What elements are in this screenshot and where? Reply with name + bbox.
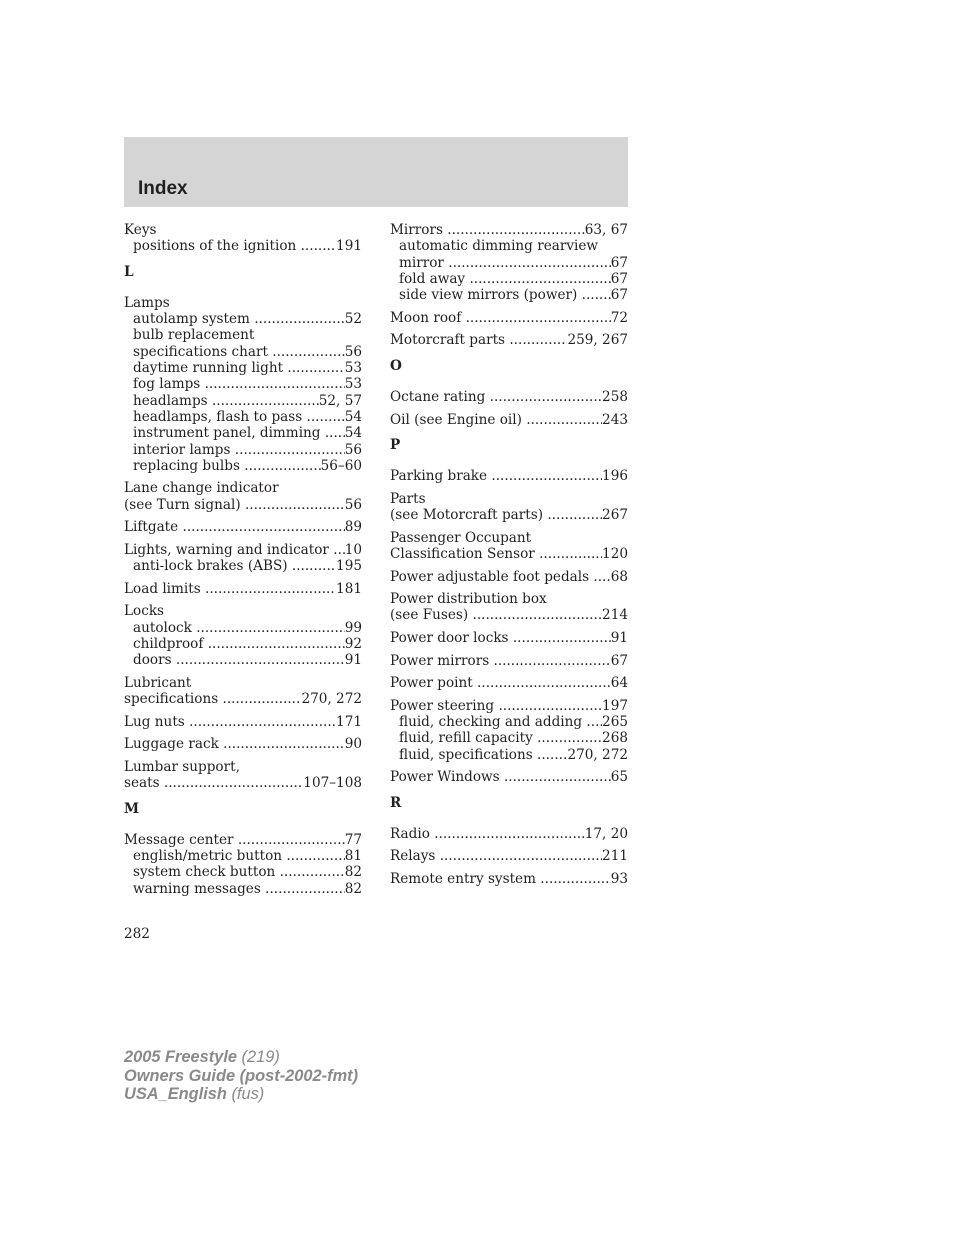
page-reference: 77 <box>344 831 362 848</box>
index-entry-line <box>124 759 362 775</box>
index-term: childproof <box>133 636 204 653</box>
index-term: interior lamps <box>133 441 231 458</box>
page-reference: 67 <box>610 652 628 669</box>
page-reference: 56 <box>344 343 362 360</box>
index-term: Octane rating <box>390 388 486 405</box>
index-term: bulb replacement <box>133 327 255 344</box>
index-entry-line <box>124 519 362 535</box>
index-subentry-line <box>390 287 628 303</box>
index-term: Motorcraft parts <box>390 332 506 349</box>
page-title: Index <box>138 178 188 199</box>
dot-leader <box>582 714 602 730</box>
index-term: Power mirrors <box>390 652 490 669</box>
dot-leader <box>208 393 319 409</box>
index-term: Power steering <box>390 697 495 714</box>
document-footer <box>124 1048 358 1104</box>
index-term: Power adjustable foot pedals <box>390 568 590 585</box>
index-entry-line <box>390 848 628 864</box>
footer-language-code: (fus) <box>226 1085 265 1103</box>
page-reference: 81 <box>344 848 362 865</box>
index-subentry-line <box>124 409 362 425</box>
index-subentry-line <box>124 652 362 668</box>
index-subentry-line <box>124 442 362 458</box>
index-term: mirror <box>399 254 444 271</box>
index-term: Lubricant <box>124 674 192 691</box>
page-reference: 82 <box>344 864 362 881</box>
index-entry <box>390 591 628 624</box>
index-term: Classification Sensor <box>390 545 535 562</box>
index-term: Moon roof <box>390 309 462 326</box>
index-term: Power point <box>390 675 473 692</box>
dot-leader <box>160 775 304 791</box>
index-subentry-line <box>124 881 362 897</box>
page-reference: 67 <box>610 270 628 287</box>
page-reference: 52, 57 <box>318 392 362 409</box>
dot-leader <box>302 409 344 425</box>
page-reference: 54 <box>344 408 362 425</box>
index-subentry-line <box>124 425 362 441</box>
index-entry <box>390 412 628 428</box>
index-term: headlamps <box>133 392 208 409</box>
page-reference: 270, 272 <box>567 746 628 763</box>
page-reference: 68 <box>610 568 628 585</box>
dot-leader <box>509 630 611 646</box>
index-entry <box>124 759 362 792</box>
index-header-band <box>124 137 628 207</box>
index-term: daytime running light <box>133 360 284 377</box>
index-term: specifications chart <box>133 343 268 360</box>
index-term: Luggage rack <box>124 736 219 753</box>
index-term: Lug nuts <box>124 713 185 730</box>
index-entry <box>390 826 628 842</box>
index-term: english/metric button <box>133 848 283 865</box>
page-number: 282 <box>124 926 150 942</box>
index-term: Message center <box>124 831 234 848</box>
index-term: side view mirrors (power) <box>399 287 578 304</box>
index-term: autolock <box>133 619 192 636</box>
page-reference: 53 <box>344 376 362 393</box>
page-reference: 211 <box>602 848 628 865</box>
index-entry-line <box>390 698 628 714</box>
index-subentry-line <box>124 393 362 409</box>
index-subentry-line <box>390 255 628 271</box>
dot-leader <box>218 691 301 707</box>
page-reference: 99 <box>344 619 362 636</box>
dot-leader <box>234 832 345 848</box>
index-entry-line <box>124 775 362 791</box>
page-reference: 120 <box>602 545 628 562</box>
section-letter: L <box>124 263 134 280</box>
index-term: Lamps <box>124 294 170 311</box>
dot-leader <box>536 871 611 887</box>
page-reference: 93 <box>610 871 628 888</box>
index-entry-line <box>390 507 628 523</box>
dot-leader <box>533 747 568 763</box>
index-subentry-line <box>124 458 362 474</box>
index-subentry-line <box>390 747 628 763</box>
index-term: autolamp system <box>133 311 250 328</box>
footer-line-1 <box>124 1048 358 1067</box>
index-entry-line <box>390 468 628 484</box>
dot-leader <box>200 376 344 392</box>
section-letter: M <box>124 800 140 817</box>
index-term: doors <box>133 652 172 669</box>
index-term: (see Motorcraft parts) <box>390 507 544 524</box>
dot-leader <box>468 607 602 623</box>
index-entry-line <box>124 480 362 496</box>
footer-model: 2005 Freestyle <box>124 1048 237 1066</box>
index-term: system check button <box>133 864 276 881</box>
dot-leader <box>577 287 610 303</box>
index-entry <box>124 581 362 597</box>
index-term: Lights, warning and indicator <box>124 541 329 558</box>
dot-leader <box>444 255 611 271</box>
index-subentry-line <box>124 327 362 343</box>
section-letter: P <box>390 436 401 453</box>
index-entry-line <box>390 546 628 562</box>
dot-leader <box>489 653 611 669</box>
dot-leader <box>203 636 344 652</box>
dot-leader <box>500 769 611 785</box>
footer-line-2 <box>124 1067 358 1086</box>
index-subentry-line <box>124 848 362 864</box>
index-entry <box>390 530 628 563</box>
dot-leader <box>201 581 336 597</box>
dot-leader <box>321 425 345 441</box>
index-entry-line <box>124 581 362 597</box>
index-subentry-line <box>124 864 362 880</box>
index-entry <box>390 675 628 691</box>
index-entry <box>124 603 362 668</box>
page-reference: 196 <box>602 468 628 485</box>
page-reference: 90 <box>344 736 362 753</box>
index-entry <box>390 310 628 326</box>
page-reference: 268 <box>602 730 628 747</box>
index-term: Mirrors <box>390 222 443 238</box>
index-subentry-line <box>124 636 362 652</box>
index-entry <box>124 295 362 474</box>
index-term: Parking brake <box>390 468 488 485</box>
index-term: instrument panel, dimming <box>133 425 321 442</box>
dot-leader <box>230 442 344 458</box>
index-term: (see Fuses) <box>390 607 469 624</box>
index-entry-line <box>390 653 628 669</box>
page-reference: 63, 67 <box>584 222 628 238</box>
index-term: (see Turn signal) <box>124 496 241 513</box>
page-reference: 17, 20 <box>584 825 628 842</box>
index-entry <box>124 519 362 535</box>
page-reference: 52 <box>344 311 362 328</box>
page-reference: 267 <box>602 507 628 524</box>
index-entry <box>124 222 362 255</box>
index-entry-line <box>390 412 628 428</box>
index-subentry-line <box>390 238 628 254</box>
page-reference: 91 <box>610 630 628 647</box>
page-reference: 53 <box>344 360 362 377</box>
index-entry-line <box>124 222 362 238</box>
page-reference: 56–60 <box>320 457 362 474</box>
dot-leader <box>465 271 611 287</box>
index-term: Relays <box>390 848 436 865</box>
index-term: fold away <box>399 270 466 287</box>
index-entry-line <box>124 603 362 619</box>
dot-leader <box>185 714 336 730</box>
dot-leader <box>240 458 321 474</box>
dot-leader <box>329 542 345 558</box>
page-reference: 214 <box>602 607 628 624</box>
dot-leader <box>487 468 602 484</box>
index-entry <box>390 653 628 669</box>
index-entry-line <box>124 497 362 513</box>
index-term: automatic dimming rearview <box>399 238 599 255</box>
dot-leader <box>589 569 611 585</box>
dot-leader <box>268 344 345 360</box>
dot-leader <box>522 412 602 428</box>
index-entry-line <box>124 832 362 848</box>
index-entry-line <box>124 295 362 311</box>
dot-leader <box>461 310 610 326</box>
index-term: fluid, specifications <box>399 746 533 763</box>
index-entry <box>390 630 628 646</box>
index-subentry-line <box>124 360 362 376</box>
index-entry-line <box>390 389 628 405</box>
index-term: warning messages <box>133 880 261 897</box>
index-term: Lane change indicator <box>124 480 279 497</box>
index-entry-line <box>124 691 362 707</box>
index-entry <box>390 698 628 763</box>
index-term: Power door locks <box>390 630 509 647</box>
index-term: Passenger Occupant <box>390 529 532 546</box>
index-entry <box>390 389 628 405</box>
index-entry <box>390 769 628 785</box>
index-entry <box>390 871 628 887</box>
dot-leader <box>430 826 585 842</box>
dot-leader <box>288 558 336 574</box>
footer-model-code: (219) <box>237 1048 280 1066</box>
index-term: anti-lock brakes (ABS) <box>133 558 288 575</box>
page-reference: 92 <box>344 636 362 653</box>
dot-leader <box>535 546 602 562</box>
dot-leader <box>283 360 345 376</box>
index-term: replacing bulbs <box>133 457 240 474</box>
index-entry-line <box>390 332 628 348</box>
dot-leader <box>282 848 345 864</box>
index-term: headlamps, flash to pass <box>133 408 303 425</box>
dot-leader <box>494 698 602 714</box>
index-entry-line <box>390 630 628 646</box>
page-reference: 195 <box>336 558 362 575</box>
index-subentry-line <box>124 344 362 360</box>
index-term: Keys <box>124 222 157 238</box>
dot-leader <box>250 311 345 327</box>
dot-leader <box>443 222 585 238</box>
page-reference: 56 <box>344 441 362 458</box>
section-letter: O <box>390 357 402 374</box>
index-term: Remote entry system <box>390 871 536 888</box>
dot-leader <box>505 332 567 348</box>
index-entry <box>124 736 362 752</box>
index-term: Load limits <box>124 580 201 597</box>
dot-leader <box>485 389 602 405</box>
index-entry <box>124 542 362 575</box>
page-reference: 171 <box>336 713 362 730</box>
index-subentry-line <box>390 714 628 730</box>
index-entry-line <box>390 569 628 585</box>
index-entry-line <box>390 871 628 887</box>
index-entry-line <box>390 607 628 623</box>
dot-leader <box>241 497 345 513</box>
dot-leader <box>543 507 602 523</box>
page-reference: 54 <box>344 425 362 442</box>
page-reference: 107–108 <box>303 775 362 792</box>
page-reference: 10 <box>344 541 362 558</box>
page-reference: 191 <box>336 238 362 255</box>
footer-line-3 <box>124 1085 358 1104</box>
index-entry <box>124 675 362 708</box>
index-term: fluid, refill capacity <box>399 730 533 747</box>
index-term: Locks <box>124 603 165 620</box>
index-term: Parts <box>390 490 426 507</box>
index-entry-line <box>390 769 628 785</box>
dot-leader <box>473 675 611 691</box>
index-subentry-line <box>124 376 362 392</box>
index-entry <box>124 714 362 730</box>
index-entry <box>390 332 628 348</box>
dot-leader <box>172 652 345 668</box>
dot-leader <box>261 881 345 897</box>
index-column-right <box>390 222 628 894</box>
index-entry-line <box>390 826 628 842</box>
dot-leader <box>192 620 345 636</box>
page-reference: 197 <box>602 697 628 714</box>
dot-leader <box>178 519 345 535</box>
index-term: positions of the ignition <box>133 238 297 255</box>
dot-leader <box>275 864 344 880</box>
page-reference: 91 <box>344 652 362 669</box>
page-reference: 259, 267 <box>567 332 628 349</box>
index-entry <box>390 569 628 585</box>
index-term: Liftgate <box>124 519 179 536</box>
index-term: fog lamps <box>133 376 201 393</box>
page-reference: 270, 272 <box>301 691 362 708</box>
index-entry-line <box>390 675 628 691</box>
index-term: fluid, checking and adding <box>399 714 583 731</box>
footer-language: USA_English <box>124 1085 227 1103</box>
page-reference: 56 <box>344 496 362 513</box>
index-entry <box>390 222 628 303</box>
index-entry-line <box>124 736 362 752</box>
index-term: specifications <box>124 691 219 708</box>
index-subentry-line <box>124 238 362 254</box>
index-term: Lumbar support, <box>124 758 240 775</box>
index-subentry-line <box>390 271 628 287</box>
index-entry-line <box>390 530 628 546</box>
index-column-left <box>124 222 362 903</box>
footer-guide: Owners Guide (post-2002-fmt) <box>124 1066 359 1085</box>
page-reference: 67 <box>610 254 628 271</box>
page-reference: 67 <box>610 287 628 304</box>
index-entry <box>390 848 628 864</box>
index-term: Power distribution box <box>390 591 547 608</box>
index-term: Power Windows <box>390 769 500 786</box>
section-letter: R <box>390 794 402 811</box>
page-reference: 82 <box>344 880 362 897</box>
index-term: seats <box>124 775 160 792</box>
index-term: Oil (see Engine oil) <box>390 411 522 428</box>
index-entry <box>124 480 362 513</box>
index-subentry-line <box>124 620 362 636</box>
page-reference: 64 <box>610 675 628 692</box>
index-entry-line <box>390 491 628 507</box>
page-reference: 181 <box>336 580 362 597</box>
index-subentry-line <box>124 311 362 327</box>
page-reference: 243 <box>602 411 628 428</box>
index-entry-line <box>390 222 628 238</box>
dot-leader <box>435 848 602 864</box>
index-entry-line <box>124 542 362 558</box>
index-entry-line <box>390 310 628 326</box>
dot-leader <box>533 730 602 746</box>
page-reference: 65 <box>610 769 628 786</box>
index-subentry-line <box>390 730 628 746</box>
page-reference: 89 <box>344 519 362 536</box>
index-entry-line <box>124 714 362 730</box>
page-reference: 265 <box>602 714 628 731</box>
index-entry <box>390 468 628 484</box>
page-reference: 258 <box>602 388 628 405</box>
index-entry <box>124 832 362 897</box>
index-entry-line <box>124 675 362 691</box>
dot-leader <box>296 238 336 254</box>
page-reference: 72 <box>610 309 628 326</box>
index-term: Radio <box>390 825 430 842</box>
index-entry <box>390 491 628 524</box>
dot-leader <box>219 736 345 752</box>
index-entry-line <box>390 591 628 607</box>
index-subentry-line <box>124 558 362 574</box>
